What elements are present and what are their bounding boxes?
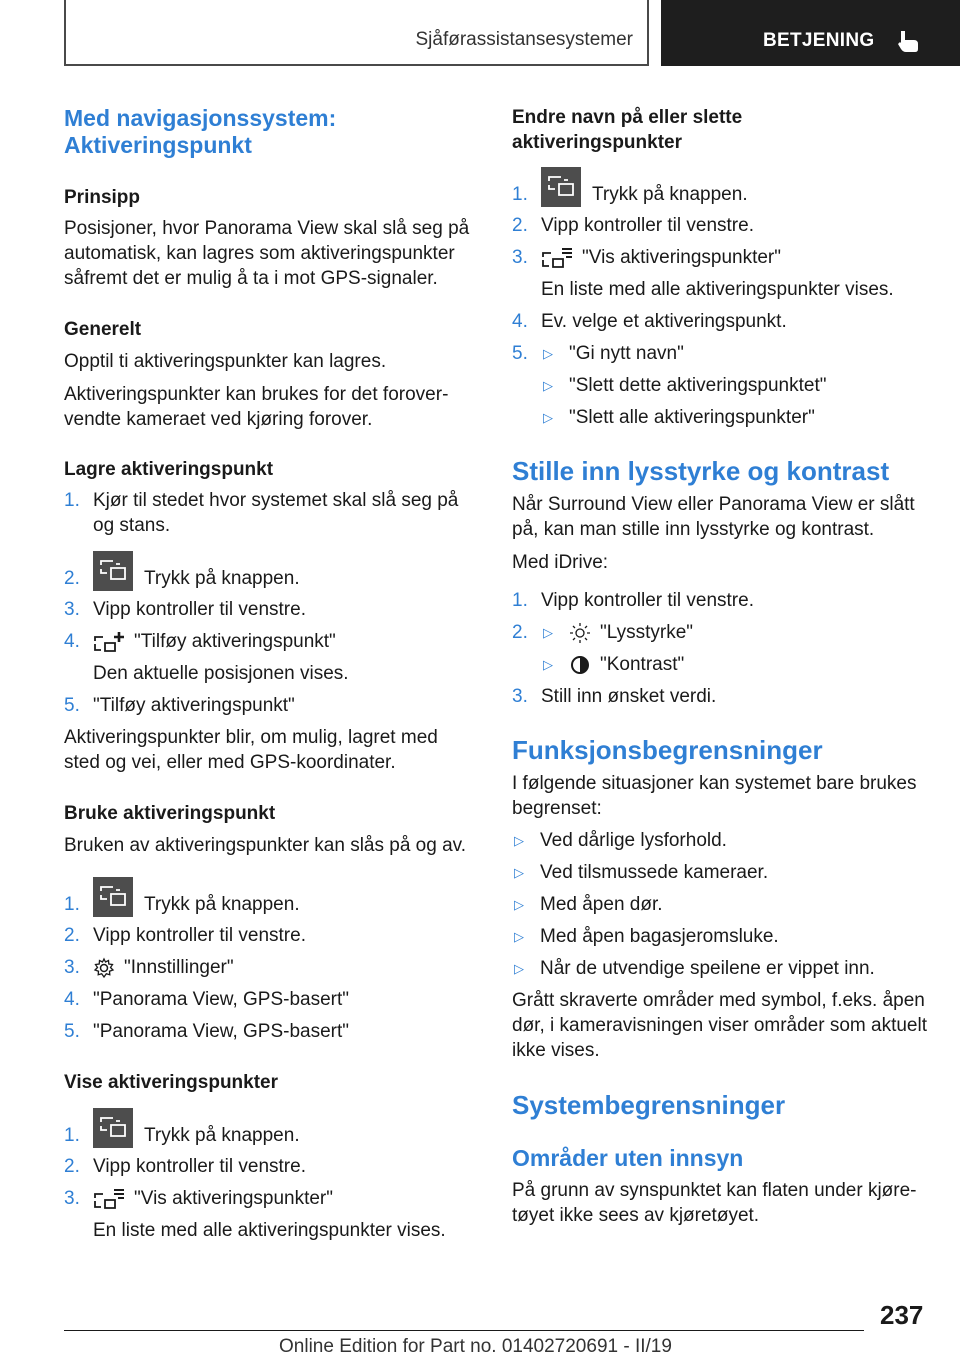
section-title-line2: Aktiveringspunkt [64,132,252,158]
funksjon-heading: Funksjonsbegrensninger [512,735,823,765]
section-title-line1: Med navigasjonssystem: [64,105,337,131]
step-text: "Panorama View, GPS-basert" [93,989,350,1010]
omrader-heading: Områder uten innsyn [512,1145,744,1171]
step-number: 1. [64,490,80,511]
option-text: "Gi nytt navn" [569,343,684,364]
step-text: Kjør til stedet hvor systemet skal slå seg på [93,490,459,511]
list-item [512,924,779,949]
option-text: "Slett dette aktiveringspunktet" [569,375,827,396]
step-text: "Vis aktiveringspunkter" [134,1188,334,1209]
list-item [512,245,781,270]
option-text: "Lysstyrke" [600,622,694,643]
endre-heading-line1: Endre navn på eller slette [512,107,743,128]
omrader-line: På grunn av synspunktet kan flaten under kjøre- [512,1180,917,1201]
lagre-after-line: sted og vei, eller med GPS-koordinater. [64,752,396,773]
page-number: 237 [880,1300,924,1330]
bullet-text: Med åpen bagasjeromsluke. [540,926,779,947]
list-item [64,1019,349,1044]
list-activation-points-icon [541,247,573,269]
footer-edition: Online Edition for Part no. 01402720691 - II/19 [279,1336,672,1357]
endre-heading-line2: aktiveringspunkter [512,132,682,153]
funksjon-line: I følgende situasjoner kan systemet bare brukes [512,773,917,794]
step-text: Still inn ønsket verdi. [541,686,717,707]
step-note: En liste med alle aktiveringspunkter vises. [541,279,894,300]
step-number: 3. [512,686,528,707]
add-activation-point-icon [93,631,125,653]
list-item [512,956,875,981]
list-item [64,565,300,591]
generelt-line: Aktiveringspunkter kan brukes for det forover- [64,384,449,405]
prinsipp-line: såfremt det er mulig å ta i mot GPS-signaler. [64,268,438,289]
list-item [64,629,336,654]
step-number: 2. [512,622,528,643]
systembegrensninger-heading: Systembegrensninger [512,1090,786,1120]
lagre-after-line: Aktiveringspunkter blir, om mulig, lagret med [64,727,438,748]
step-number: 1. [512,590,528,611]
bullet-text: Med åpen dør. [540,894,663,915]
camera-view-button-icon [93,877,133,917]
option-text: "Kontrast" [600,654,685,675]
funksjon-after-line: ikke vises. [512,1040,600,1061]
generelt-paragraph: Opptil ti aktiveringspunkter kan lagres. [64,351,387,372]
triangle-bullet-icon: ▷ [543,378,553,393]
funksjon-after-line: dør, i kameravisningen viser områder som aktuelt [512,1015,927,1036]
bullet-text: Ved dårlige lysforhold. [540,830,727,851]
list-item [512,892,663,917]
footer-divider [64,1330,864,1331]
step-number: 2. [64,925,80,946]
list-item [512,341,684,366]
step-text-continued: og stans. [93,515,171,536]
gear-icon [93,957,115,979]
list-item [64,1186,333,1211]
bullet-text: Ved tilsmussede kameraer. [540,862,769,883]
list-item [512,684,716,709]
generelt-line: vendte kameraet ved kjøring forover. [64,409,373,430]
triangle-bullet-icon: ▷ [543,410,553,425]
step-number: 5. [64,695,80,716]
list-item [64,597,306,622]
step-text: Ev. velge et aktiveringspunkt. [541,311,787,332]
prinsipp-line: automatisk, kan lagres som aktiveringspunkter [64,243,455,264]
option-text: "Slett alle aktiveringspunkter" [569,407,815,428]
step-note: En liste med alle aktiveringspunkter vises. [93,1220,446,1241]
step-text: "Tilføy aktiveringspunkt" [93,695,295,716]
header-chapter-title: BETJENING [763,30,875,51]
list-item [64,987,349,1012]
step-number: 1. [64,1124,80,1146]
step-number: 5. [512,343,528,364]
step-number: 3. [64,1188,80,1209]
list-item [64,693,295,718]
list-activation-points-icon [93,1188,125,1210]
list-item [64,955,234,980]
list-item [512,181,748,207]
vise-heading: Vise aktiveringspunkter [64,1072,279,1093]
idrive-label: Med iDrive: [512,552,609,573]
triangle-bullet-icon: ▷ [514,897,524,912]
triangle-bullet-icon: ▷ [514,833,524,848]
step-number: 5. [64,1021,80,1042]
step-number: 4. [64,631,80,652]
triangle-bullet-icon: ▷ [514,929,524,944]
step-number: 4. [64,989,80,1010]
step-number: 4. [512,311,528,332]
list-item [512,309,787,334]
lysstyrke-heading: Stille inn lysstyrke og kontrast [512,456,890,486]
step-text: Vipp kontroller til venstre. [93,1156,306,1177]
step-text: Trykk på knappen. [144,567,300,589]
step-text: Vipp kontroller til venstre. [541,590,754,611]
camera-view-button-icon [541,167,581,207]
step-text: "Tilføy aktiveringspunkt" [134,631,336,652]
step-number: 3. [64,599,80,620]
list-item [64,488,458,513]
step-text: "Panorama View, GPS-basert" [93,1021,350,1042]
list-item [541,652,684,677]
triangle-bullet-icon: ▷ [543,346,553,361]
list-item [512,860,768,885]
step-number: 1. [64,893,80,915]
lagre-heading: Lagre aktiveringspunkt [64,459,274,480]
step-text: Trykk på knappen. [144,1124,300,1146]
step-text: Vipp kontroller til venstre. [93,925,306,946]
list-item [64,891,300,917]
step-text: Trykk på knappen. [592,183,748,205]
list-item [64,1154,306,1179]
step-text: "Innstillinger" [124,957,234,978]
pointing-hand-icon [895,27,921,53]
list-item [64,923,306,948]
omrader-line: tøyet ikke sees av kjøretøyet. [512,1205,760,1226]
lysstyrke-line: Når Surround View eller Panorama View er slått [512,494,915,515]
list-item [512,828,727,853]
camera-view-button-icon [93,551,133,591]
triangle-bullet-icon: ▷ [543,625,553,640]
funksjon-after-line: Grått skraverte områder med symbol, f.eks. åpen [512,990,925,1011]
step-number: 3. [64,957,80,978]
prinsipp-heading: Prinsipp [64,187,141,208]
triangle-bullet-icon: ▷ [514,961,524,976]
step-text: Vipp kontroller til venstre. [541,215,754,236]
funksjon-line: begrenset: [512,798,602,819]
step-number: 1. [512,183,528,205]
step-text: "Vis aktiveringspunkter" [582,247,782,268]
header-section-title: Sjåførassistansesystemer [415,29,633,50]
step-number: 2. [512,215,528,236]
list-item [512,620,693,645]
list-item [512,213,754,238]
generelt-heading: Generelt [64,319,142,340]
bullet-text: Når de utvendige speilene er vippet inn. [540,958,875,979]
bruke-heading: Bruke aktiveringspunkt [64,803,276,824]
step-note: Den aktuelle posisjonen vises. [93,663,349,684]
step-number: 2. [64,567,80,589]
triangle-bullet-icon: ▷ [514,865,524,880]
contrast-icon [569,654,591,676]
camera-view-button-icon [93,1108,133,1148]
header-chapter-box [661,0,960,66]
lysstyrke-line: på, kan man stille inn lysstyrke og kontrast. [512,519,875,540]
list-item [541,405,815,430]
header-section-box [64,0,649,66]
step-text: Trykk på knappen. [144,893,300,915]
list-item [541,373,826,398]
bruke-paragraph: Bruken av aktiveringspunkter kan slås på og av. [64,835,467,856]
list-item [64,1122,300,1148]
step-number: 3. [512,247,528,268]
list-item [512,588,754,613]
triangle-bullet-icon: ▷ [543,657,553,672]
brightness-icon [569,622,591,644]
prinsipp-line: Posisjoner, hvor Panorama View skal slå seg på [64,218,470,239]
step-text: Vipp kontroller til venstre. [93,599,306,620]
step-number: 2. [64,1156,80,1177]
